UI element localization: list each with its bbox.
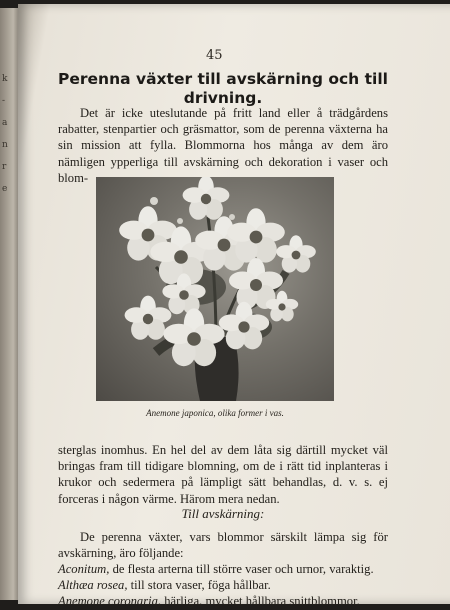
edge-letter: e <box>2 184 8 194</box>
page-title: Perenna växter till avskärning och till drivning. <box>58 70 388 107</box>
list-item <box>58 561 398 577</box>
list-intro-paragraph: De perenna växter, vars blommor särskilt lämpa sig för avskärning, äro följande: <box>58 530 388 561</box>
plant-description: härliga, mycket hållbara snittblommor. <box>161 594 360 609</box>
anemone-vase-illustration <box>96 177 334 401</box>
plant-list <box>58 561 398 610</box>
continuation-paragraph: sterglas inomhus. En hel del av dem låta sig därtill mycket väl bringas fram till tidigare blomning, om de i rätt tid inplanteras i krukor och sedermera på lämpligt sätt behandlas, d. v. s. ej forceras i någon värme. Härom mera nedan. <box>58 443 388 506</box>
figure-caption: Anemone japonica, olika former i vas. <box>146 408 284 418</box>
plant-latin-name: Althæa rosea, <box>58 578 128 593</box>
intro-paragraph: Det är icke uteslutande på fritt land eller å trädgårdens rabatter, stenpartier och gräsmattor, som de perenna växterna ha sin mission att fylla. Blommorna hos många av dem äro nämligen ypperliga till avskärning och dekoration i vaser och blom- <box>58 106 388 185</box>
section-subheading: Till avskärning: <box>181 506 265 521</box>
list-item <box>58 577 398 593</box>
plant-description: de flesta arterna till större vaser och urnor, varaktig. <box>109 562 374 576</box>
edge-letter: a <box>2 118 8 128</box>
edge-letter: r <box>2 162 7 172</box>
plant-latin-name: Anemone coronaria, <box>58 594 162 609</box>
edge-letter: n <box>2 140 8 150</box>
edge-letter: - <box>2 96 6 106</box>
flower-photograph <box>96 177 334 401</box>
page-number: 45 <box>206 48 223 63</box>
facing-page-letters <box>2 68 16 200</box>
edge-letter: k <box>2 74 8 84</box>
list-item <box>58 593 398 609</box>
plant-description: till stora vaser, föga hållbar. <box>127 578 271 593</box>
book-page <box>18 4 450 609</box>
plant-latin-name: Aconitum, <box>58 562 110 576</box>
